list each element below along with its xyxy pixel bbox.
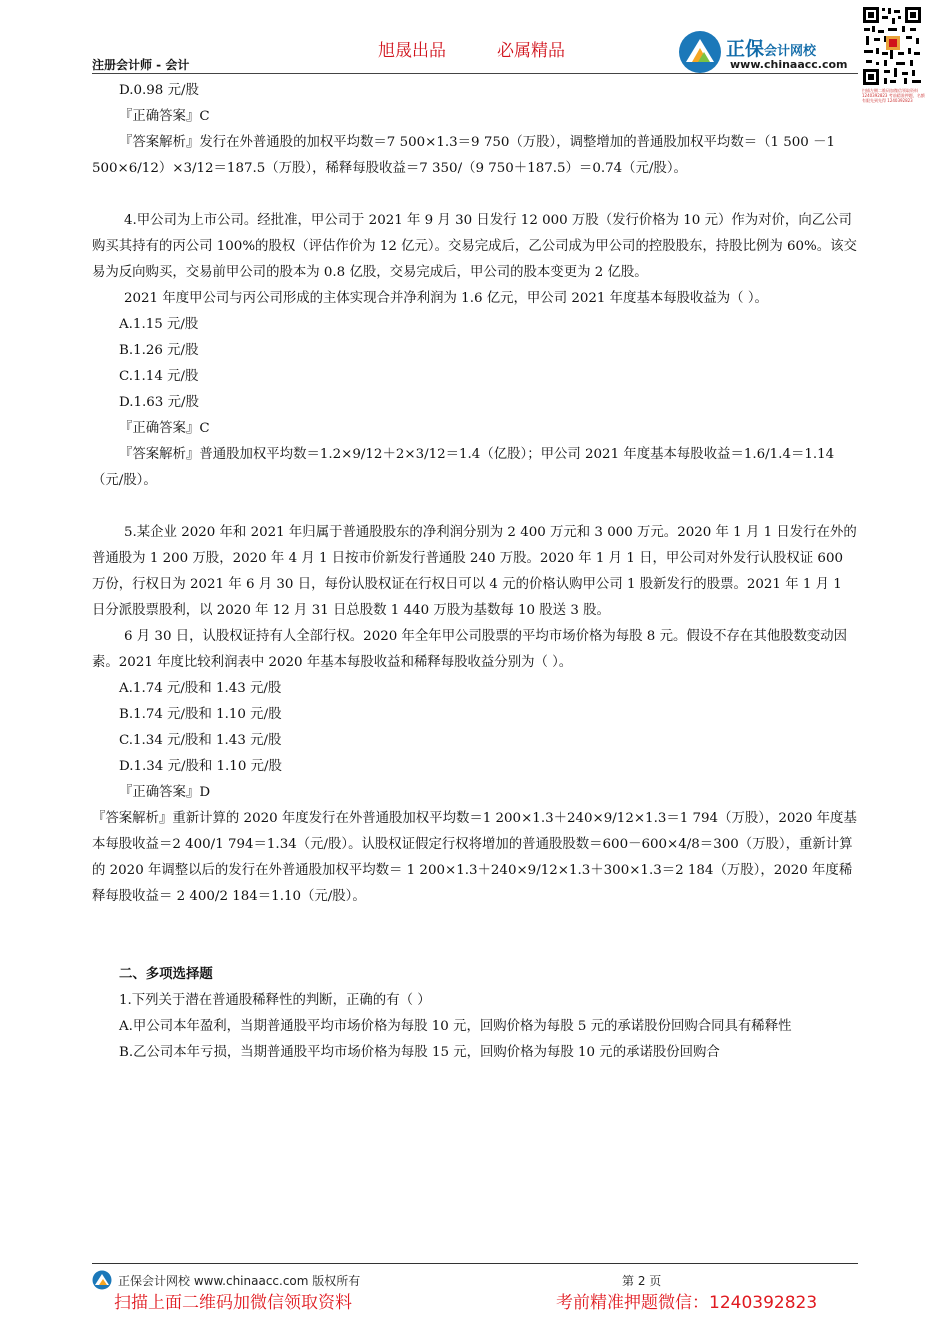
- footer-promo-left: 扫描上面二维码加微信领取资料: [114, 1293, 352, 1313]
- q4-option-b: B.1.26 元/股: [119, 343, 199, 358]
- subject-title: 注册会计师 - 会计: [92, 58, 190, 72]
- q4-option-a: A.1.15 元/股: [119, 317, 199, 332]
- q5-option-c: C.1.34 元/股和 1.43 元/股: [119, 733, 282, 748]
- s2-q1-option-a: A.甲公司本年盈利，当期普通股平均市场价格为每股 10 元，回购价格为每股 5 元的承诺股份回购合同具有稀释性: [119, 1019, 792, 1034]
- header-brand-right: 必属精品: [497, 41, 565, 61]
- chinaacc-logo[interactable]: [678, 28, 858, 76]
- logo-url: www.chinaacc.com: [730, 58, 848, 71]
- q3-analysis: 『答案解析』发行在外普通股的加权平均数＝7 500×1.3＝9 750（万股），调整增加的普通股加权平均数＝（1 500 －1 500×6/12）×3/12＝187.5（万股），稀释每股收益＝7 350/（9 750＋187.5）＝0.74（元/股）。: [92, 135, 835, 176]
- chinaacc-logo-icon: [678, 30, 722, 74]
- logo-suffix: 会计网校: [764, 44, 817, 59]
- page-number: 第 2 页: [622, 1274, 662, 1288]
- section-title: 二、多项选择题: [119, 967, 213, 982]
- footer-divider: [92, 1263, 858, 1264]
- q4-option-c: C.1.14 元/股: [119, 369, 199, 384]
- logo-name: 正保: [726, 38, 765, 60]
- q3-option-d: D.0.98 元/股: [119, 83, 199, 98]
- s2-q1-stem: 1.下列关于潜在普通股稀释性的判断，正确的有（ ）: [119, 993, 431, 1008]
- q5-stem-continued: 6 月 30 日，认股权证持有人全部行权。2020 年全年甲公司股票的平均市场价格为每股 8 元。假设不存在其他股数变动因素。2021 年度比较利润表中 2020 年基本每股收益和稀释每股收益分别为（ ）。: [92, 629, 848, 670]
- qr-caption: 扫描左侧二维码加微信领取资料 1240392823 考前精准押题，名额有限先到先得 1240392823: [862, 88, 925, 103]
- q5-option-a: A.1.74 元/股和 1.43 元/股: [119, 681, 282, 696]
- q4-answer: 『正确答案』C: [119, 421, 210, 436]
- q5-stem: 5.某企业 2020 年和 2021 年归属于普通股股东的净利润分别为 2 400 万元和 3 000 万元。2020 年 1 月 1 日发行在外的普通股为 1 200 万股，2020 年 4 月 1 日按市价新发行普通股 240 万股。2020 年 1 月 1 日，甲公司对外发行认股权证 600 万份，行权日为 2021 年 6 月 30 日，每份认股权证在行权日可以 4 元的价格认购甲公司 1 股新发行的股票。2021 年 1 月 1 日分派股票股利，以 2020 年 12 月 31 日总股数 1 440 万股为基数每 10 股送 3 股。: [92, 525, 857, 618]
- q5-analysis: 『答案解析』重新计算的 2020 年度发行在外普通股加权平均数＝1 200×1.3＋240×9/12×1.3＝1 794（万股），2020 年度基本每股收益＝2 400/1 794＝1.34（元/股）。认股权证假定行权将增加的普通股股数＝600－600×4/8＝300（万股），重新计算的 2020 年调整以后的发行在外普通股加权平均数＝ 1 200×1.3＋240×9/12×1.3＋300×1.3＝2 184（万股），2020 年度稀释每股收益＝ 2 400/2 184＝1.10（元/股）。: [92, 811, 857, 904]
- q4-analysis: 『答案解析』普通股加权平均数＝1.2×9/12＋2×3/12＝1.4（亿股）；甲公司 2021 年度基本每股收益＝1.6/1.4＝1.14（元/股）。: [92, 447, 835, 488]
- q4-stem-continued: 2021 年度甲公司与丙公司形成的主体实现合并净利润为 1.6 亿元，甲公司 2021 年度基本每股收益为（ ）。: [124, 291, 768, 306]
- q4-option-d: D.1.63 元/股: [119, 395, 199, 410]
- chinaacc-logo-small-icon: [92, 1270, 112, 1290]
- footer-promo-right: 考前精准押题微信：1240392823: [556, 1293, 818, 1313]
- qr-code-icon: [862, 6, 922, 86]
- document-body: [92, 78, 858, 1066]
- q4-stem: 4.甲公司为上市公司。经批准，甲公司于 2021 年 9 月 30 日发行 12 000 万股（发行价格为 10 元）作为对价，向乙公司购买其持有的丙公司 100%的股权（评估作价为 12 亿元）。交易完成后，乙公司成为甲公司的控股股东，持股比例为 60%。该交易为反向购买，交易前甲公司的股本为 0.8 亿股，交易完成后，甲公司的股本变更为 2 亿股。: [92, 213, 857, 280]
- footer-copyright: 正保会计网校 www.chinaacc.com 版权所有: [118, 1274, 361, 1288]
- header-brand-left: 旭晟出品: [378, 41, 446, 61]
- q5-option-d: D.1.34 元/股和 1.10 元/股: [119, 759, 282, 774]
- q3-answer: 『正确答案』C: [119, 109, 210, 124]
- q5-option-b: B.1.74 元/股和 1.10 元/股: [119, 707, 282, 722]
- s2-q1-option-b: B.乙公司本年亏损，当期普通股平均市场价格为每股 15 元，回购价格为每股 10 元的承诺股份回购合: [119, 1045, 720, 1060]
- q5-answer: 『正确答案』D: [119, 785, 211, 800]
